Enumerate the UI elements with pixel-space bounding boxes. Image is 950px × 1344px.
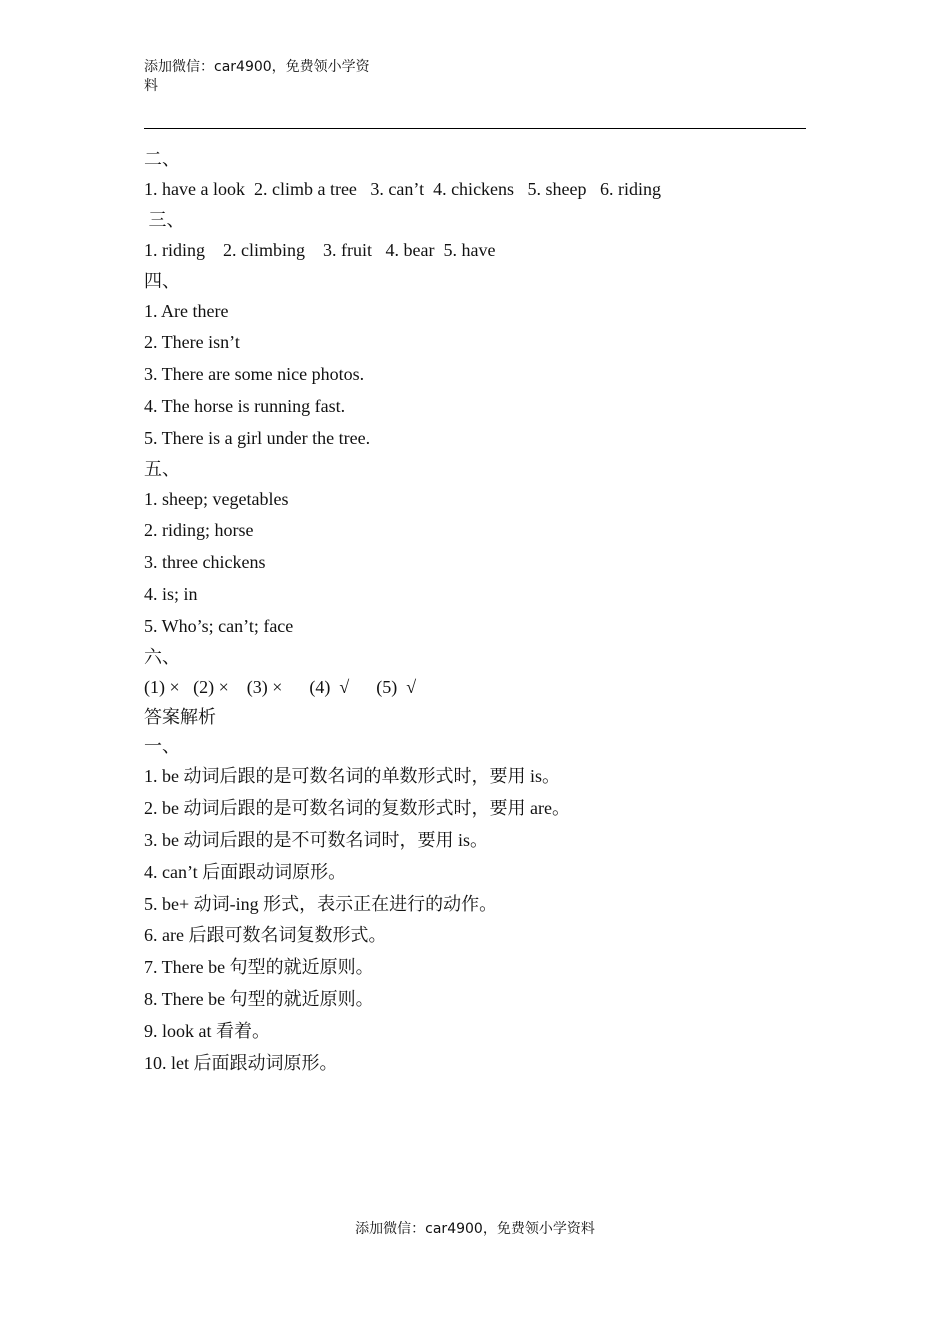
- answer-line: 5. Who’s; can’t; face: [144, 615, 294, 636]
- answer-line: 2. be 动词后跟的是可数名词的复数形式时，要用 are。: [144, 798, 570, 819]
- answer-line: 6. are 后跟可数名词复数形式。: [144, 925, 387, 946]
- answer-line: 3. be 动词后跟的是不可数名词时，要用 is。: [144, 829, 488, 850]
- section-heading: 答案解析: [144, 707, 216, 728]
- answer-line: 2. riding; horse: [144, 520, 254, 541]
- section-heading: 六、: [144, 646, 180, 667]
- answer-line: 1. sheep; vegetables: [144, 488, 289, 509]
- answer-line: 3. three chickens: [144, 552, 266, 573]
- header-line-1: 添加微信：car4900，免费领小学资: [144, 59, 370, 75]
- answer-content: [144, 145, 806, 1079]
- section-heading: 三、: [144, 209, 185, 230]
- answer-line: 3. There are some nice photos.: [144, 364, 365, 385]
- header-divider: [144, 128, 806, 129]
- section-heading: 二、: [144, 149, 180, 169]
- section-heading: 四、: [144, 270, 180, 291]
- answer-line: 10. let 后面跟动词原形。: [144, 1052, 338, 1073]
- section-heading: 一、: [144, 736, 180, 757]
- section-heading: 五、: [144, 458, 180, 479]
- answer-line: 4. can’t 后面跟动词原形。: [144, 861, 347, 882]
- answer-line: 7. There be 句型的就近原则。: [144, 957, 374, 978]
- header-line-2: 料: [144, 78, 158, 94]
- page-footer: 添加微信：car4900，免费领小学资料: [355, 1221, 595, 1237]
- answer-line: 1. have a look 2. climb a tree 3. can’t 4. chickens 5. sheep 6. riding: [144, 179, 662, 199]
- answer-line: 1. Are there: [144, 300, 229, 321]
- answer-line: 4. The horse is running fast.: [144, 395, 346, 416]
- answer-line: 4. is; in: [144, 583, 198, 604]
- answer-line: 8. There be 句型的就近原则。: [144, 988, 374, 1009]
- answer-line: 1. be 动词后跟的是可数名词的单数形式时，要用 is。: [144, 766, 560, 787]
- answer-line: 5. be+ 动词-ing 形式，表示正在进行的动作。: [144, 893, 498, 914]
- answer-line: 9. look at 看着。: [144, 1020, 270, 1041]
- answer-line: (1) × (2) × (3) × (4) √ (5) √: [144, 676, 417, 697]
- answer-line: 2. There isn’t: [144, 332, 240, 353]
- page-header: [144, 58, 394, 96]
- answer-line: 5. There is a girl under the tree.: [144, 427, 371, 448]
- answer-line: 1. riding 2. climbing 3. fruit 4. bear 5. have: [144, 239, 496, 260]
